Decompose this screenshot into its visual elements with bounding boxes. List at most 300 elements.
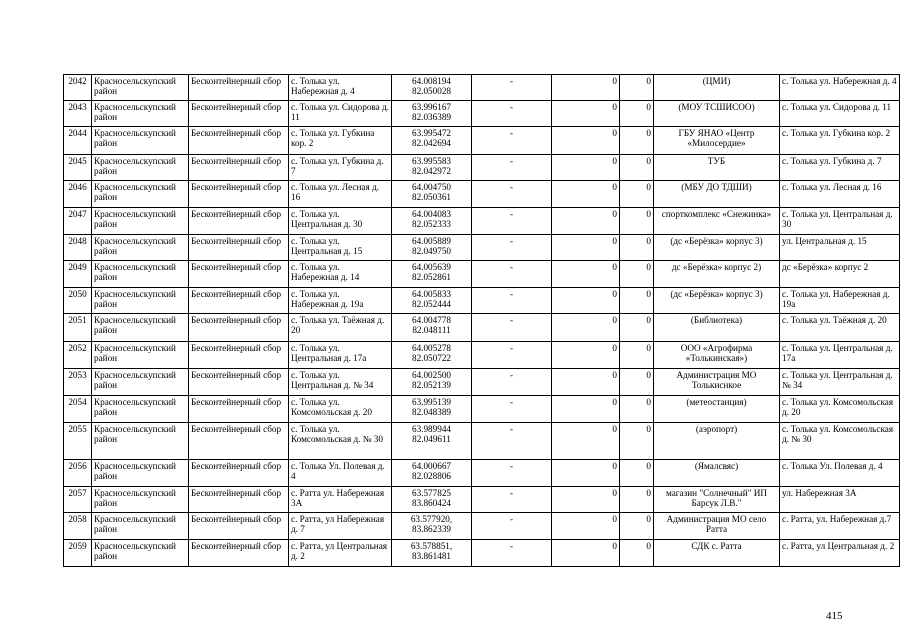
- container-count-cell: [620, 261, 654, 288]
- area-cell: [552, 314, 620, 342]
- cell-text: 0: [646, 76, 651, 86]
- owner-cell: [654, 235, 780, 261]
- area-cell: [552, 369, 620, 396]
- longitude: 82.049611: [412, 434, 451, 445]
- row-number-cell: [64, 261, 92, 288]
- served-source-cell: [780, 513, 900, 540]
- table-row: [64, 487, 900, 513]
- cell-text: с. Толька ул. Губкина д. 7: [782, 156, 882, 166]
- collection-type-cell: [189, 396, 289, 423]
- latitude: 63.995472: [411, 128, 452, 138]
- district-cell: [92, 487, 189, 513]
- cell-text: Бесконтейнерный сбор: [191, 76, 282, 86]
- container-count-cell: [620, 75, 654, 101]
- owner-cell: [654, 513, 780, 540]
- container-count-cell: [620, 208, 654, 235]
- cell-text: Бесконтейнерный сбор: [191, 541, 282, 551]
- cell-text: 2055: [68, 424, 87, 434]
- row-number-cell: [64, 235, 92, 261]
- cell-text: -: [509, 182, 514, 192]
- cell-text: 0: [646, 397, 651, 407]
- cell-text: 2043: [68, 102, 87, 112]
- owner-cell: [654, 127, 780, 155]
- cell-text: с. Толька Ул. Полевая д. 4: [782, 461, 883, 471]
- area-cell: [552, 487, 620, 513]
- cell-text: -: [509, 424, 514, 434]
- cell-text: с. Толька ул. Центральная д. 17а: [291, 343, 367, 364]
- cell-text: Красносельскупский район: [94, 102, 176, 123]
- surface-cell: [472, 342, 552, 369]
- longitude: 82.050028: [411, 86, 452, 97]
- cell-text: -: [509, 102, 514, 112]
- cell-text: Бесконтейнерный сбор: [191, 488, 282, 498]
- cell-text: 2051: [68, 315, 87, 325]
- cell-text: 2056: [68, 461, 87, 471]
- address-cell: [289, 369, 392, 396]
- table-row: [64, 396, 900, 423]
- surface-cell: [472, 487, 552, 513]
- coordinates-cell: [392, 487, 472, 513]
- latitude: 63.577920,: [410, 514, 453, 524]
- cell-text: 2044: [68, 128, 87, 138]
- longitude: 82.049750: [411, 246, 452, 257]
- cell-text: с. Толька ул. Центральная д. № 34: [291, 370, 374, 391]
- cell-text: 0: [646, 370, 651, 380]
- cell-text: Красносельскупский район: [94, 488, 176, 509]
- surface-cell: [472, 540, 552, 567]
- longitude: 82.052444: [411, 299, 452, 310]
- cell-text: 0: [612, 289, 617, 299]
- cell-text: Бесконтейнерный сбор: [191, 514, 282, 524]
- coordinates-cell: [392, 155, 472, 181]
- cell-text: 0: [646, 102, 651, 112]
- cell-text: с. Толька ул. Таёжная д. 20: [782, 315, 887, 325]
- cell-text: с. Толька ул. Комсомольская д. 20: [291, 397, 372, 418]
- cell-text: Красносельскупский район: [94, 343, 176, 364]
- area-cell: [552, 208, 620, 235]
- area-cell: [552, 261, 620, 288]
- owner-cell: [654, 288, 780, 314]
- collection-type-cell: [189, 181, 289, 208]
- cell-text: 0: [646, 343, 651, 353]
- cell-text: (Библиотека): [690, 315, 743, 325]
- collection-type-cell: [189, 261, 289, 288]
- cell-text: -: [509, 370, 514, 380]
- address-cell: [289, 127, 392, 155]
- cell-text: 0: [612, 541, 617, 551]
- address-cell: [289, 181, 392, 208]
- row-number-cell: [64, 487, 92, 513]
- row-number-cell: [64, 396, 92, 423]
- cell-text: Красносельскупский район: [94, 541, 176, 562]
- cell-text: с. Толька ул. Центральная д. 15: [291, 236, 363, 257]
- cell-text: с. Ратта ул. Набережная 3А: [291, 488, 385, 509]
- collection-type-cell: [189, 423, 289, 460]
- area-cell: [552, 235, 620, 261]
- container-count-cell: [620, 342, 654, 369]
- cell-text: (ЦМИ): [702, 76, 731, 86]
- table-row: [64, 208, 900, 235]
- district-cell: [92, 155, 189, 181]
- registry-table: [63, 74, 900, 567]
- cell-text: с. Толька ул. Набережная д. 19а: [782, 289, 890, 310]
- cell-text: 0: [646, 182, 651, 192]
- longitude: 82.042694: [411, 138, 452, 149]
- cell-text: -: [509, 262, 514, 272]
- coordinates-cell: [392, 423, 472, 460]
- cell-text: 2045: [68, 156, 87, 166]
- district-cell: [92, 396, 189, 423]
- container-count-cell: [620, 235, 654, 261]
- cell-text: дс «Берёзка» корпус 2): [671, 262, 762, 272]
- longitude: 82.050722: [411, 353, 452, 364]
- cell-text: Красносельскупский район: [94, 424, 176, 445]
- address-cell: [289, 342, 392, 369]
- cell-text: 0: [646, 236, 651, 246]
- cell-text: с. Толька ул. Губкина д. 7: [291, 156, 384, 177]
- served-source-cell: [780, 487, 900, 513]
- cell-text: 0: [646, 209, 651, 219]
- collection-type-cell: [189, 101, 289, 127]
- area-cell: [552, 101, 620, 127]
- address-cell: [289, 487, 392, 513]
- table-row: [64, 288, 900, 314]
- coordinates-cell: [392, 342, 472, 369]
- cell-text: 0: [612, 76, 617, 86]
- collection-type-cell: [189, 342, 289, 369]
- surface-cell: [472, 423, 552, 460]
- district-cell: [92, 101, 189, 127]
- coordinates-cell: [392, 540, 472, 567]
- cell-text: 0: [612, 236, 617, 246]
- owner-cell: [654, 487, 780, 513]
- cell-text: магазин "Солнечный" ИП Барсук Л.В.": [665, 488, 768, 509]
- cell-text: 0: [612, 156, 617, 166]
- cell-text: 0: [646, 514, 651, 524]
- table-row: [64, 342, 900, 369]
- container-count-cell: [620, 513, 654, 540]
- cell-text: Бесконтейнерный сбор: [191, 209, 282, 219]
- container-count-cell: [620, 314, 654, 342]
- cell-text: -: [509, 541, 514, 551]
- surface-cell: [472, 396, 552, 423]
- coordinates-cell: [392, 127, 472, 155]
- area-cell: [552, 513, 620, 540]
- address-cell: [289, 235, 392, 261]
- container-count-cell: [620, 423, 654, 460]
- cell-text: с. Толька ул. Набережная д. 4: [291, 76, 355, 97]
- served-source-cell: [780, 127, 900, 155]
- area-cell: [552, 288, 620, 314]
- cell-text: 0: [612, 128, 617, 138]
- table-row: [64, 101, 900, 127]
- latitude: 64.004083: [411, 209, 452, 219]
- cell-text: дс «Берёзка» корпус 2: [782, 262, 869, 272]
- district-cell: [92, 127, 189, 155]
- surface-cell: [472, 101, 552, 127]
- surface-cell: [472, 235, 552, 261]
- served-source-cell: [780, 208, 900, 235]
- cell-text: -: [509, 76, 514, 86]
- area-cell: [552, 423, 620, 460]
- district-cell: [92, 261, 189, 288]
- cell-text: СДК с. Ратта: [691, 541, 742, 551]
- district-cell: [92, 75, 189, 101]
- longitude: 83.861481: [411, 551, 452, 562]
- table-body: [64, 75, 900, 567]
- container-count-cell: [620, 181, 654, 208]
- longitude: 82.036389: [411, 112, 452, 123]
- area-cell: [552, 460, 620, 487]
- served-source-cell: [780, 369, 900, 396]
- area-cell: [552, 342, 620, 369]
- row-number-cell: [64, 460, 92, 487]
- cell-text: Красносельскупский район: [94, 182, 176, 203]
- cell-text: (дс «Берёзка» корпус 3): [670, 236, 763, 246]
- collection-type-cell: [189, 314, 289, 342]
- cell-text: -: [509, 343, 514, 353]
- surface-cell: [472, 75, 552, 101]
- cell-text: (Ямалсвяс): [694, 461, 739, 471]
- collection-type-cell: [189, 235, 289, 261]
- table-row: [64, 513, 900, 540]
- address-cell: [289, 261, 392, 288]
- owner-cell: [654, 314, 780, 342]
- cell-text: с. Толька ул. Губкина кор. 2: [782, 128, 891, 138]
- cell-text: Бесконтейнерный сбор: [191, 397, 282, 407]
- table-row: [64, 423, 900, 460]
- latitude: 63.989944: [411, 424, 452, 434]
- table-row: [64, 369, 900, 396]
- cell-text: Бесконтейнерный сбор: [191, 262, 282, 272]
- longitude: 82.052333: [411, 219, 452, 230]
- coordinates-cell: [392, 75, 472, 101]
- longitude: 82.050361: [411, 192, 452, 203]
- served-source-cell: [780, 396, 900, 423]
- longitude: 82.052861: [411, 272, 452, 283]
- cell-text: 0: [612, 315, 617, 325]
- cell-text: -: [509, 128, 514, 138]
- longitude: 83.860424: [411, 498, 452, 509]
- cell-text: ул. Набережная 3А: [782, 488, 857, 498]
- address-cell: [289, 75, 392, 101]
- table-row: [64, 540, 900, 567]
- owner-cell: [654, 369, 780, 396]
- collection-type-cell: [189, 155, 289, 181]
- longitude: 82.052139: [411, 380, 452, 391]
- row-number-cell: [64, 181, 92, 208]
- row-number-cell: [64, 101, 92, 127]
- cell-text: 0: [612, 262, 617, 272]
- served-source-cell: [780, 460, 900, 487]
- cell-text: с. Толька ул. Центральная д. 30: [291, 209, 363, 230]
- longitude: 83.862339: [411, 524, 452, 535]
- cell-text: (аэропорт): [695, 424, 738, 434]
- cell-text: 0: [612, 397, 617, 407]
- table-row: [64, 181, 900, 208]
- longitude: 82.048389: [411, 407, 452, 418]
- cell-text: с. Толька ул. Губкина кор. 2: [291, 128, 375, 149]
- cell-text: с. Толька ул. Центральная д. № 34: [782, 370, 893, 391]
- served-source-cell: [780, 261, 900, 288]
- cell-text: 0: [612, 102, 617, 112]
- district-cell: [92, 235, 189, 261]
- cell-text: Красносельскупский район: [94, 315, 176, 336]
- cell-text: (метеостанция): [686, 397, 747, 407]
- cell-text: 2052: [68, 343, 87, 353]
- cell-text: -: [509, 514, 514, 524]
- collection-type-cell: [189, 127, 289, 155]
- table-row: [64, 235, 900, 261]
- latitude: 63.578851,: [410, 541, 453, 551]
- address-cell: [289, 396, 392, 423]
- row-number-cell: [64, 314, 92, 342]
- cell-text: Красносельскупский район: [94, 262, 176, 283]
- cell-text: 0: [646, 289, 651, 299]
- coordinates-cell: [392, 396, 472, 423]
- collection-type-cell: [189, 540, 289, 567]
- latitude: 64.008194: [411, 76, 452, 86]
- cell-text: с. Толька ул. Сидорова д. 11: [291, 102, 389, 123]
- cell-text: Красносельскупский район: [94, 156, 176, 177]
- row-number-cell: [64, 369, 92, 396]
- cell-text: 2047: [68, 209, 87, 219]
- row-number-cell: [64, 155, 92, 181]
- cell-text: (МБУ ДО ТДШИ): [681, 182, 752, 192]
- surface-cell: [472, 513, 552, 540]
- served-source-cell: [780, 75, 900, 101]
- cell-text: -: [509, 209, 514, 219]
- row-number-cell: [64, 540, 92, 567]
- collection-type-cell: [189, 513, 289, 540]
- cell-text: 2058: [68, 514, 87, 524]
- owner-cell: [654, 101, 780, 127]
- cell-text: Бесконтейнерный сбор: [191, 370, 282, 380]
- area-cell: [552, 75, 620, 101]
- container-count-cell: [620, 101, 654, 127]
- cell-text: Красносельскупский район: [94, 370, 176, 391]
- cell-text: с. Ратта, ул Набережная д. 7: [291, 514, 385, 535]
- served-source-cell: [780, 101, 900, 127]
- table-row: [64, 261, 900, 288]
- cell-text: 0: [612, 343, 617, 353]
- address-cell: [289, 513, 392, 540]
- district-cell: [92, 423, 189, 460]
- address-cell: [289, 101, 392, 127]
- cell-text: 2057: [68, 488, 87, 498]
- owner-cell: [654, 208, 780, 235]
- cell-text: Красносельскупский район: [94, 461, 176, 482]
- coordinates-cell: [392, 101, 472, 127]
- cell-text: -: [509, 488, 514, 498]
- cell-text: (дс «Берёзка» корпус 3): [670, 289, 763, 299]
- container-count-cell: [620, 396, 654, 423]
- cell-text: 0: [646, 156, 651, 166]
- cell-text: -: [509, 156, 514, 166]
- collection-type-cell: [189, 208, 289, 235]
- district-cell: [92, 208, 189, 235]
- latitude: 64.002500: [411, 370, 452, 380]
- latitude: 64.005889: [411, 236, 452, 246]
- longitude: 82.028806: [411, 471, 452, 482]
- area-cell: [552, 396, 620, 423]
- coordinates-cell: [392, 460, 472, 487]
- cell-text: Бесконтейнерный сбор: [191, 128, 282, 138]
- address-cell: [289, 423, 392, 460]
- longitude: 82.042972: [411, 166, 452, 177]
- served-source-cell: [780, 235, 900, 261]
- cell-text: -: [509, 397, 514, 407]
- coordinates-cell: [392, 288, 472, 314]
- cell-text: ООО «Агрофирма «Толькинская»): [680, 343, 753, 364]
- cell-text: Бесконтейнерный сбор: [191, 182, 282, 192]
- district-cell: [92, 540, 189, 567]
- container-count-cell: [620, 487, 654, 513]
- cell-text: 2050: [68, 289, 87, 299]
- cell-text: с. Толька ул. Центральная д. 30: [782, 209, 893, 230]
- served-source-cell: [780, 288, 900, 314]
- cell-text: с. Толька ул. Комсомольская д. 20: [782, 397, 894, 418]
- cell-text: -: [509, 461, 514, 471]
- cell-text: Красносельскупский район: [94, 289, 176, 310]
- cell-text: с. Ратта, ул Центральная д. 2: [782, 541, 895, 551]
- cell-text: Красносельскупский район: [94, 514, 176, 535]
- cell-text: 0: [646, 488, 651, 498]
- cell-text: 0: [646, 461, 651, 471]
- owner-cell: [654, 75, 780, 101]
- cell-text: 0: [612, 514, 617, 524]
- cell-text: с. Ратта, ул. Набережная д.7: [782, 514, 892, 524]
- page-number: 415: [826, 610, 843, 622]
- area-cell: [552, 155, 620, 181]
- collection-type-cell: [189, 288, 289, 314]
- cell-text: ГБУ ЯНАО «Центр «Милосердие»: [678, 128, 755, 149]
- surface-cell: [472, 127, 552, 155]
- surface-cell: [472, 314, 552, 342]
- row-number-cell: [64, 513, 92, 540]
- row-number-cell: [64, 423, 92, 460]
- area-cell: [552, 181, 620, 208]
- address-cell: [289, 460, 392, 487]
- cell-text: -: [509, 289, 514, 299]
- latitude: 63.995139: [411, 397, 452, 407]
- cell-text: 0: [612, 209, 617, 219]
- cell-text: с. Толька ул. Центральная д. 17а: [782, 343, 893, 364]
- collection-type-cell: [189, 369, 289, 396]
- area-cell: [552, 127, 620, 155]
- cell-text: с. Толька ул. Лесная д. 16: [782, 182, 882, 192]
- cell-text: 0: [646, 262, 651, 272]
- cell-text: Администрация МО Толькиснкое: [676, 370, 757, 391]
- container-count-cell: [620, 369, 654, 396]
- cell-text: с. Толька ул. Набережная д. 4: [782, 76, 897, 86]
- coordinates-cell: [392, 369, 472, 396]
- cell-text: 0: [646, 541, 651, 551]
- cell-text: 2048: [68, 236, 87, 246]
- latitude: 64.000667: [411, 461, 452, 471]
- served-source-cell: [780, 342, 900, 369]
- address-cell: [289, 288, 392, 314]
- cell-text: 0: [612, 370, 617, 380]
- coordinates-cell: [392, 208, 472, 235]
- cell-text: с. Толька ул. Комсомольская д. № 30: [291, 424, 383, 445]
- owner-cell: [654, 423, 780, 460]
- table-row: [64, 460, 900, 487]
- district-cell: [92, 314, 189, 342]
- cell-text: 0: [612, 182, 617, 192]
- served-source-cell: [780, 155, 900, 181]
- surface-cell: [472, 369, 552, 396]
